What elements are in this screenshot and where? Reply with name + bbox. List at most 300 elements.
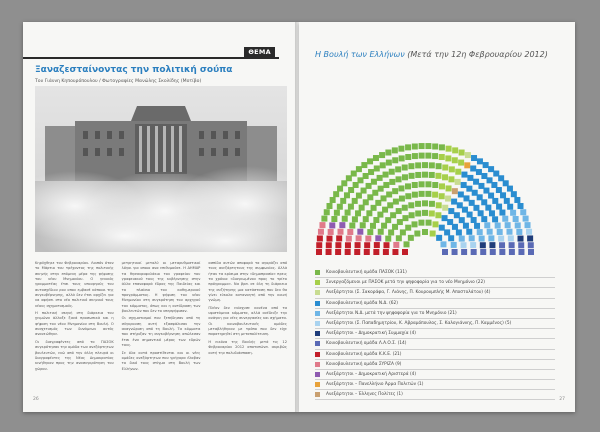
seat-mark xyxy=(507,186,513,192)
seat-mark xyxy=(386,191,392,197)
seat-mark xyxy=(419,181,425,187)
seat-mark xyxy=(461,249,467,255)
seat-mark xyxy=(442,249,448,255)
seat-mark xyxy=(392,157,398,163)
seat-mark xyxy=(415,210,421,216)
seat-mark xyxy=(435,173,441,179)
paragraph: ασπίδα αυτών αποφορά τα αγοράζει από τους ανεξάρτητους της συμφωνίας. Αλλά ήταν τα κρίσιμα στην «δημοπρασία» πρεις τα χρόνια «διογκωμένου προς το τρίτο πρόγραμμα». Να βρει σε όλη τη διάρκεια της συζήτησης μια κατάσταση που δεν θα γίνει εύκολα κατανοητή από την κοινή γνώμη. xyxy=(208,261,288,303)
legend-label: Κοινοβουλευτική ομάδα Ν.Δ. (62) xyxy=(326,300,398,306)
parliament-building-image xyxy=(35,86,287,252)
seat-mark xyxy=(481,216,487,222)
legend-swatch xyxy=(315,321,320,326)
legend-entry xyxy=(315,319,555,329)
seat-mark xyxy=(396,176,402,182)
seat-mark xyxy=(402,205,408,211)
seat-mark xyxy=(506,229,512,235)
seat-mark xyxy=(415,201,421,207)
legend-label: Κοινοβουλευτική ομάδα Λ.Α.Ο.Σ. (14) xyxy=(326,341,407,347)
seat-mark xyxy=(412,221,418,227)
seat-mark xyxy=(526,229,532,235)
seat-mark xyxy=(439,225,445,231)
seat-mark xyxy=(463,223,469,229)
seat-mark xyxy=(408,163,414,169)
article-column-2 xyxy=(122,261,201,374)
seat-mark xyxy=(425,153,431,159)
seat-mark xyxy=(481,173,487,179)
legend-swatch xyxy=(315,362,320,367)
seat-mark xyxy=(399,155,405,161)
seat-mark xyxy=(365,236,371,242)
seat-mark xyxy=(439,144,445,150)
seat-mark xyxy=(489,242,495,248)
seat-mark xyxy=(518,236,524,242)
seat-mark xyxy=(425,191,431,197)
seat-mark xyxy=(509,242,515,248)
seat-mark xyxy=(484,222,490,228)
paragraph: Σε όλα αυτά προστίθενται και οι νέες ομάδες ανεξάρτητων που γρήγορα έλαβαν το δικό τους στίγμα στη Βουλή των Ελλήνων. xyxy=(121,350,201,371)
seat-mark xyxy=(327,203,333,209)
seat-mark xyxy=(503,180,509,186)
seat-mark xyxy=(367,229,373,235)
seat-mark xyxy=(390,212,396,218)
seat-mark xyxy=(419,153,425,159)
seat-mark xyxy=(525,222,531,228)
seat-mark xyxy=(488,235,494,241)
seat-mark xyxy=(418,220,424,226)
seat-mark xyxy=(473,205,479,211)
seat-mark xyxy=(480,242,486,248)
seat-mark xyxy=(373,249,379,255)
seat-mark xyxy=(510,210,516,216)
seat-mark xyxy=(463,195,469,201)
seat-mark xyxy=(337,186,343,192)
seat-mark xyxy=(515,222,521,228)
seat-mark xyxy=(432,192,438,198)
paragraph: Κηρύχθηκε του Φεβρουαρίου. Λοιπόν όταν το Μάρτιο του τρέχοντος της πολιτικής σκηνής στην επόμενη μέρα της ψήφισης του νέου Μνημονίου. Ο γενικός γραμματέας έτσι τους υπουργούς του αυτοσχέδιου ρου οπου εμβασέ κάποιοι της συγκυβέρνησης, αλλά δεν έτσι αρχίζει για να αφήσει στο νέο πολιτικό σκηνικό τους νέους σχηματισμούς. xyxy=(35,261,114,308)
legend-swatch xyxy=(315,301,320,306)
seat-mark xyxy=(404,241,410,247)
seat-mark xyxy=(380,162,386,168)
seat-mark xyxy=(345,210,351,216)
seat-mark xyxy=(479,236,485,242)
seat-mark xyxy=(452,224,458,230)
seat-mark xyxy=(316,242,322,248)
seat-mark xyxy=(398,146,404,152)
seat-mark xyxy=(439,154,445,160)
legend-entry xyxy=(315,299,555,309)
seat-mark xyxy=(422,229,428,235)
seat-mark xyxy=(429,172,435,178)
seat-mark xyxy=(430,231,436,237)
seat-mark xyxy=(392,147,398,153)
seat-mark xyxy=(461,182,467,188)
seat-mark xyxy=(455,169,461,175)
legend-entry xyxy=(315,360,555,370)
seat-mark xyxy=(436,202,442,208)
seat-mark xyxy=(378,186,384,192)
seat-mark xyxy=(415,162,421,168)
legend-entry xyxy=(315,390,555,400)
legend-label: Συνεργαζόμενοι με ΠΑΣΟΚ μετά την ψηφοφορία για το νέο Μνημόνιο (22) xyxy=(326,280,485,286)
seat-mark xyxy=(386,160,392,166)
seat-mark xyxy=(445,155,451,161)
seat-mark xyxy=(489,210,495,216)
legend-swatch xyxy=(315,280,320,285)
seat-mark xyxy=(511,191,517,197)
seat-mark xyxy=(334,210,340,216)
seat-mark xyxy=(345,242,351,248)
seat-mark xyxy=(469,235,475,241)
seat-mark xyxy=(351,171,357,177)
seat-mark xyxy=(446,146,452,152)
seat-mark xyxy=(348,204,354,210)
seat-mark xyxy=(481,199,487,205)
seat-mark xyxy=(330,197,336,203)
legend-entry xyxy=(315,339,555,349)
seat-mark xyxy=(507,204,513,210)
seat-mark xyxy=(383,182,389,188)
seat-mark xyxy=(389,169,395,175)
legend-entry xyxy=(315,278,555,288)
seat-mark xyxy=(381,195,387,201)
seat-mark xyxy=(459,236,465,242)
seat-mark xyxy=(366,183,372,189)
seat-mark xyxy=(422,162,428,168)
seat-mark xyxy=(497,229,503,235)
seat-mark xyxy=(415,172,421,178)
seat-mark xyxy=(457,202,463,208)
legend-label: Κοινοβουλευτική ομάδα ΠΑΣΟΚ (131) xyxy=(326,270,407,276)
seat-mark xyxy=(448,208,454,214)
seat-mark xyxy=(383,242,389,248)
paragraph: Οι σχηματισμοί που ξεπήδησαν από τη σύγκρουση αυτή εξασφάλισαν την αναγνώριση από τη Βουλή. Τα κόμματα που στήριξαν τη συγκυβέρνηση απώλεσαν έτσι ένα σημαντικό μέρος των εδρών τους. xyxy=(121,316,201,348)
seat-mark xyxy=(392,188,398,194)
seat-mark xyxy=(461,242,467,248)
seat-mark xyxy=(528,242,534,248)
seat-mark xyxy=(337,204,343,210)
seat-mark xyxy=(414,231,420,237)
seat-mark xyxy=(467,212,473,218)
seat-mark xyxy=(329,222,335,228)
legend-swatch xyxy=(315,352,320,357)
seat-mark xyxy=(389,179,395,185)
seat-mark xyxy=(432,143,438,149)
seat-mark xyxy=(408,235,414,241)
seat-mark xyxy=(478,210,484,216)
legend-entry xyxy=(315,268,555,278)
seat-mark xyxy=(393,199,399,205)
seat-mark xyxy=(409,212,415,218)
seat-mark xyxy=(324,209,330,215)
seat-mark xyxy=(476,169,482,175)
right-page xyxy=(299,22,575,412)
seat-mark xyxy=(513,216,519,222)
seat-mark xyxy=(368,169,374,175)
seat-mark xyxy=(465,152,471,158)
seat-mark xyxy=(500,192,506,198)
seat-mark xyxy=(333,191,339,197)
seat-mark xyxy=(336,235,342,241)
seat-mark xyxy=(363,216,369,222)
seat-mark xyxy=(385,236,391,242)
seat-mark xyxy=(338,229,344,235)
seat-mark xyxy=(412,153,418,159)
page-number-left: 26 xyxy=(33,397,39,402)
seat-mark xyxy=(492,216,498,222)
seat-mark xyxy=(319,222,325,228)
article-byline: Του Γιάννη Κηπουρόπουλου / Φωτογραφίες Μανώλης Σκολίδης (Μοτίβο) xyxy=(35,79,202,84)
seat-mark xyxy=(488,193,494,199)
paragraph: Οι διαγραφέντες από το ΠΑΣΟΚ συγκρότησαν την ομάδα των ανεξάρτητων βουλευτών, ενώ από την άλλη πλευρά οι διαγραφέντες της Νέας Δημοκρατίας κινήθηκαν προς την ανασυγκρότηση του χώρου. xyxy=(35,339,114,371)
seat-mark xyxy=(397,219,403,225)
seat-mark xyxy=(422,210,428,216)
seat-mark xyxy=(436,163,442,169)
seat-mark xyxy=(345,249,351,255)
seat-mark xyxy=(483,162,489,168)
seat-mark xyxy=(477,229,483,235)
seat-mark xyxy=(382,207,388,213)
seat-mark xyxy=(448,235,454,241)
seat-mark xyxy=(495,223,501,229)
chart-subtitle: (Μετά την 12η Φεβρουαρίου 2012) xyxy=(407,50,548,59)
seat-mark xyxy=(429,210,435,216)
seat-mark xyxy=(372,190,378,196)
seat-mark xyxy=(452,157,458,163)
seat-mark xyxy=(458,191,464,197)
seat-mark xyxy=(405,144,411,150)
seat-mark xyxy=(490,249,496,255)
seat-mark xyxy=(508,235,514,241)
paragraph: Η εικόνα της Βουλής μετά τις 12 Φεβρουαρίου 2012 αποτυπώνει ακριβώς αυτή την πολυδιάσπαση. xyxy=(208,339,288,355)
seat-mark xyxy=(400,229,406,235)
legend-swatch xyxy=(315,372,320,377)
seat-mark xyxy=(456,229,462,235)
legend-swatch xyxy=(315,392,320,397)
legend-label: Ανεξάρτητοι (Σ. Σακοράφα, Γ. Λιάνης, Π. Κουρουμπλής Μ. Αποστολάτου) (4) xyxy=(326,290,491,296)
seat-mark xyxy=(366,210,372,216)
seat-mark xyxy=(361,162,367,168)
parliament-hemicycle-chart xyxy=(315,62,535,257)
seat-mark xyxy=(356,166,362,172)
legend-label: Κοινοβουλευτική ομάδα Κ.Κ.Ε. (21) xyxy=(326,351,402,357)
left-page xyxy=(23,22,299,412)
seat-mark xyxy=(342,216,348,222)
seat-mark xyxy=(399,196,405,202)
seat-mark xyxy=(492,198,498,204)
seat-mark xyxy=(488,166,494,172)
legend-swatch xyxy=(315,341,320,346)
section-header-bar xyxy=(23,47,279,59)
seat-mark xyxy=(375,200,381,206)
seat-mark xyxy=(448,176,454,182)
seat-mark xyxy=(326,236,332,242)
seat-mark xyxy=(520,209,526,215)
page-number-right: 27 xyxy=(559,397,565,402)
seat-mark xyxy=(442,165,448,171)
chart-legend xyxy=(315,268,555,400)
seat-mark xyxy=(344,192,350,198)
seat-mark xyxy=(446,185,452,191)
seat-mark xyxy=(316,249,322,255)
seat-mark xyxy=(398,185,404,191)
seat-mark xyxy=(354,249,360,255)
seat-mark xyxy=(440,241,446,247)
seat-mark xyxy=(364,242,370,248)
seat-mark xyxy=(487,229,493,235)
seat-mark xyxy=(442,215,448,221)
seat-mark xyxy=(425,143,431,149)
seat-mark xyxy=(449,166,455,172)
seat-mark xyxy=(466,186,472,192)
seat-mark xyxy=(377,175,383,181)
seat-mark xyxy=(527,235,533,241)
seat-mark xyxy=(335,242,341,248)
seat-mark xyxy=(436,235,442,241)
chart-title-line xyxy=(315,50,548,59)
seat-mark xyxy=(409,173,415,179)
seat-mark xyxy=(480,249,486,255)
seat-mark xyxy=(499,242,505,248)
seat-mark xyxy=(402,165,408,171)
seat-mark xyxy=(474,223,480,229)
seat-mark xyxy=(363,173,369,179)
seat-mark xyxy=(452,249,458,255)
legend-label: Κοινοβουλευτική ομάδα ΣΥΡΙΖΑ (9) xyxy=(326,361,402,367)
seat-mark xyxy=(518,249,524,255)
seat-mark xyxy=(451,242,457,248)
seat-mark xyxy=(485,205,491,211)
seat-mark xyxy=(452,188,458,194)
seat-mark xyxy=(471,249,477,255)
seat-mark xyxy=(422,172,428,178)
seat-mark xyxy=(518,203,524,209)
seat-mark xyxy=(388,229,394,235)
seat-mark xyxy=(373,217,379,223)
seat-mark xyxy=(405,154,411,160)
seat-mark xyxy=(317,235,323,241)
paragraph: μετρητικοί μεταλύ οι μεταρυθμιστικοί λόγοι για οποιο ανα επιθυμούσε. Η ΔΗΜΑΡ τα θησαυροφυλάκιο του γραφείου του γραφειακού τους της κυβέρνησης στην άλλα επαναφορά έδρας της Παιδείας και το πλαίσιο του καθημερινού προγράμματος. Η ψήφιση του νέου Μνημονίου στη συγκρότηση του αρχηγού του κόμματος, όπως και η αντίδραση των βουλευτών που δεν το υπερψήφισαν. xyxy=(121,261,201,314)
legend-entry xyxy=(315,329,555,339)
seat-mark xyxy=(318,229,324,235)
seat-mark xyxy=(502,216,508,222)
seat-mark xyxy=(395,166,401,172)
seat-mark xyxy=(459,217,465,223)
article-column-1 xyxy=(35,261,114,374)
legend-label: Ανεξάρτητοι (Σ. Παπαδημητρίου, Κ. Αβραμόπουλος, Σ. Καλογιάννης, Π. Καμμένος) (5) xyxy=(326,321,512,327)
seat-mark xyxy=(445,196,451,202)
legend-swatch xyxy=(315,382,320,387)
seat-mark xyxy=(451,199,457,205)
seat-mark xyxy=(385,150,391,156)
article-title: Ξαναζεσταίνοντας την πολιτική σούπα xyxy=(35,65,233,75)
seat-mark xyxy=(346,236,352,242)
seat-mark xyxy=(360,222,366,228)
seat-mark xyxy=(405,193,411,199)
seat-mark xyxy=(435,212,441,218)
seat-mark xyxy=(426,220,432,226)
seat-mark xyxy=(422,200,428,206)
seat-mark xyxy=(509,249,515,255)
seat-mark xyxy=(471,217,477,223)
seat-mark xyxy=(412,182,418,188)
seat-mark xyxy=(455,179,461,185)
seat-mark xyxy=(374,242,380,248)
seat-mark xyxy=(442,174,448,180)
seat-mark xyxy=(523,216,529,222)
seat-mark xyxy=(373,155,379,161)
seat-mark xyxy=(518,242,524,248)
seat-mark xyxy=(367,158,373,164)
legend-entry xyxy=(315,380,555,390)
seat-mark xyxy=(432,221,438,227)
seat-mark xyxy=(444,229,450,235)
seat-mark xyxy=(496,204,502,210)
paragraph: Η πολιτική σκηνή στη διάρκεια του χειμώνα άλλαξε ξανά προσωπικά και η ψήφιση του νέου Μνημονίου στη Βουλή. Ο συσχετισμός των δυνάμεων αυτός ανανεώθηκε. xyxy=(35,311,114,337)
seat-mark xyxy=(352,198,358,204)
legend-swatch xyxy=(315,290,320,295)
seat-mark xyxy=(352,216,358,222)
seat-mark xyxy=(504,198,510,204)
seat-mark xyxy=(408,202,414,208)
seat-mark xyxy=(499,249,505,255)
seat-mark xyxy=(470,165,476,171)
seat-mark xyxy=(374,165,380,171)
seat-mark xyxy=(405,183,411,189)
seat-mark xyxy=(464,162,470,168)
seat-mark xyxy=(477,158,483,164)
seat-mark xyxy=(355,242,361,248)
seat-mark xyxy=(371,179,377,185)
seat-mark xyxy=(379,152,385,158)
seat-mark xyxy=(326,249,332,255)
chart-title: Η Βουλή των Ελλήνων xyxy=(315,50,405,59)
seat-mark xyxy=(452,147,458,153)
section-tag: ΘΕΜΑ xyxy=(244,47,275,57)
seat-mark xyxy=(405,225,411,231)
legend-swatch xyxy=(315,311,320,316)
seat-mark xyxy=(387,202,393,208)
seat-mark xyxy=(370,223,376,229)
seat-mark xyxy=(357,177,363,183)
seat-mark xyxy=(429,201,435,207)
seat-mark xyxy=(378,229,384,235)
seat-mark xyxy=(321,216,327,222)
seat-mark xyxy=(412,192,418,198)
seat-mark xyxy=(412,143,418,149)
seat-mark xyxy=(432,182,438,188)
seat-mark xyxy=(470,242,476,248)
seat-mark xyxy=(326,242,332,248)
seat-mark xyxy=(467,175,473,181)
seat-mark xyxy=(402,215,408,221)
seat-mark xyxy=(442,205,448,211)
seat-mark xyxy=(499,210,505,216)
legend-entry xyxy=(315,309,555,319)
seat-mark xyxy=(461,172,467,178)
seat-mark xyxy=(498,236,504,242)
seat-mark xyxy=(356,235,362,241)
seat-mark xyxy=(402,249,408,255)
seat-mark xyxy=(349,223,355,229)
seat-mark xyxy=(375,235,381,241)
seat-mark xyxy=(516,229,522,235)
seat-mark xyxy=(514,197,520,203)
seat-mark xyxy=(439,183,445,189)
seat-mark xyxy=(419,143,425,149)
seat-mark xyxy=(331,216,337,222)
legend-entry xyxy=(315,350,555,360)
article-body xyxy=(35,261,287,374)
